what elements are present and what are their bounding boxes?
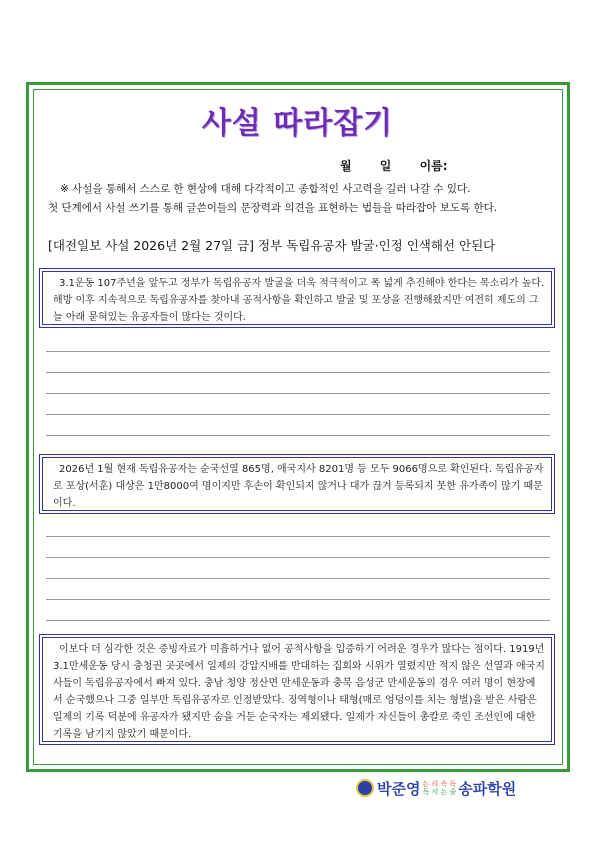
academy-emblem-icon — [356, 779, 374, 797]
paragraph-text-2: 2026년 1월 현재 독립유공자는 순국선열 865명, 애국지사 8201명 등 모두 9066명으로 확인된다. 독립유공자로 포상(서훈) 대상은 1만8000여 명이지만 후손이 확인되지 않거나 대가 끊겨 등록되지 못한 유가족이 많기 때문이다. — [53, 464, 544, 509]
intro-line-1: ※ 사설을 통해서 스스로 한 현상에 대해 다각적이고 종합적인 사고력을 길러 나갈 수 있다. — [60, 183, 471, 195]
brand-subtitle — [422, 780, 456, 796]
intro-line-2: 첫 단계에서 사설 쓰기를 통해 글쓴이들의 문장력과 의견을 표현하는 법들을 따라잡아 보도록 한다. — [48, 202, 498, 214]
paragraph-box-1 — [42, 271, 552, 325]
date-name-line — [340, 157, 472, 174]
editorial-headline: [대전일보 사설 2026년 2월 27일 금] 정부 독립유공자 발굴·인정 인색해선 안된다 — [48, 238, 496, 253]
page-title: 사설 따라잡기 — [201, 106, 394, 141]
paragraph-box-3 — [42, 637, 552, 742]
writing-line — [46, 351, 550, 352]
paragraph-text-3: 이보다 더 심각한 것은 증빙자료가 미흡하거나 없어 공적사항을 입증하기 어려운 경우가 많다는 점이다. 1919년 3.1만세운동 당시 충청권 곳곳에서 일제의 강압지배를 반대하는 집회와 시위가 열렸지만 적지 않은 선열과 애국지사들이 독립유공자에서 빠져 있다. 충남 청양 정산면 만세운동과 충북 음성군 만세운동의 경우 여러 명이 현장에서 순국했으나 그중 일부만 독립유공자로 인정받았다. 징역형이나 태형(매로 엉덩이를 치는 형벌)을 받은 사람은 일제의 기록 덕분에 유공자가 됐지만 숨을 거둔 순국자는 제외됐다. 일제가 자신들이 총칼로 죽인 조선인에 대한 기록을 남기지 않았기 때문이다. — [53, 644, 545, 740]
writing-line — [46, 435, 550, 436]
month-label: 월 — [340, 159, 352, 173]
paragraph-box-2 — [42, 457, 552, 511]
brand-name-1: 박준영 — [377, 779, 421, 798]
name-label: 이름: — [419, 159, 448, 173]
writing-line — [46, 578, 550, 579]
footer-logo — [356, 776, 516, 800]
writing-line — [46, 557, 550, 558]
brand-subtitle-bottom: 독 서 논 술 — [422, 788, 457, 796]
writing-line — [46, 414, 550, 415]
writing-line — [46, 620, 550, 621]
paragraph-text-1: 3.1운동 107주년을 앞두고 정부가 독립유공자 발굴을 더욱 적극적이고 폭 넓게 추진해야 한다는 목소리가 높다. 해방 이후 지속적으로 독립유공자를 찾아내 공적사항을 확인하고 발굴 및 포상을 진행해왔지만 여전히 제도의 그늘 아래 묻혀있는 유공자들이 많다는 것이다. — [53, 278, 545, 323]
writing-line — [46, 599, 550, 600]
day-label: 일 — [379, 159, 392, 173]
writing-line — [46, 393, 550, 394]
writing-line — [46, 372, 550, 373]
writing-line — [46, 536, 550, 537]
brand-subtitle-top: 논 리 속 독 — [422, 780, 457, 788]
brand-name-2: 송파학원 — [458, 779, 517, 798]
